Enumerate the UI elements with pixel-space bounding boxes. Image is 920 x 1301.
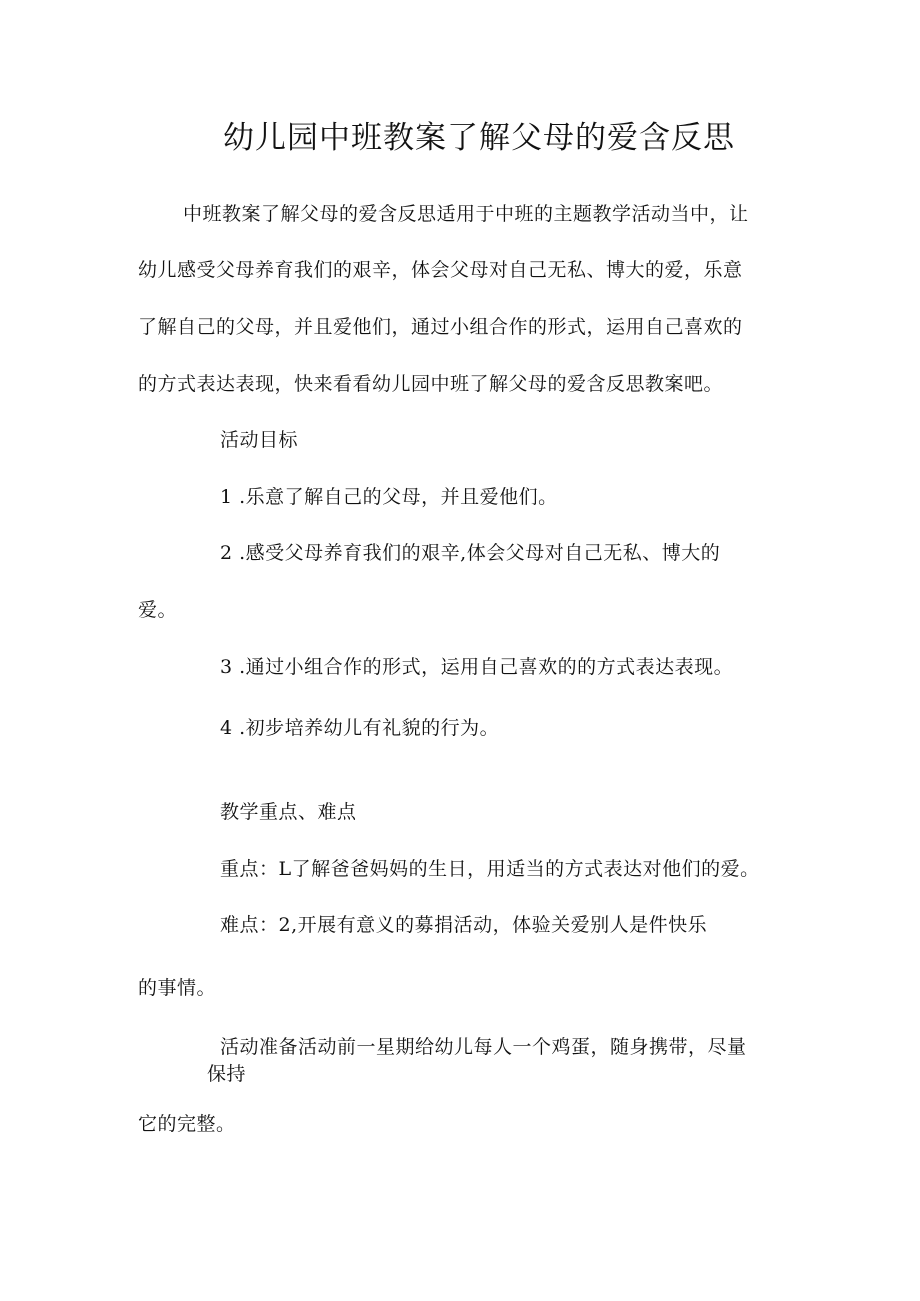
prep-line-2: 保持	[207, 1063, 247, 1085]
goals-heading: 活动目标	[220, 429, 299, 451]
prep-line-1: 活动准备活动前一星期给幼儿每人一个鸡蛋，随身携带，尽量	[220, 1036, 747, 1058]
intro-line-2: 幼儿感受父母养育我们的艰辛，体会父母对自己无私、博大的爱，乐意	[138, 259, 743, 281]
prep-line-3: 它的完整。	[138, 1113, 236, 1135]
difficulty-line-2: 的事情。	[138, 977, 217, 999]
intro-line-4: 的方式表达表现，快来看看幼儿园中班了解父母的爱含反思教案吧。	[138, 373, 724, 395]
goal-item-2: 2 .感受父母养育我们的艰辛,体会父母对自己无私、博大的	[220, 542, 721, 564]
goal-item-4: 4 .初步培养幼儿有礼貌的行为。	[220, 717, 500, 739]
intro-line-3: 了解自己的父母，并且爱他们，通过小组合作的形式，运用自己喜欢的	[138, 316, 743, 338]
goal-item-1: 1 .乐意了解自己的父母，并且爱他们。	[220, 486, 558, 508]
goal-item-2-continued: 爱。	[138, 599, 178, 621]
intro-line-1: 中班教案了解父母的爱含反思适用于中班的主题教学活动当中，让	[183, 203, 749, 225]
key-heading: 教学重点、难点	[220, 801, 357, 823]
goal-item-3: 3 .通过小组合作的形式，运用自己喜欢的的方式表达表现。	[220, 656, 734, 678]
difficulty-line-1: 难点：2,开展有意义的募捐活动，体验关爱别人是件快乐	[220, 914, 708, 936]
key-point: 重点：L了解爸爸妈妈的生日，用适当的方式表达对他们的爱。	[220, 858, 760, 880]
document-title: 幼儿园中班教案了解父母的爱含反思	[223, 120, 735, 156]
